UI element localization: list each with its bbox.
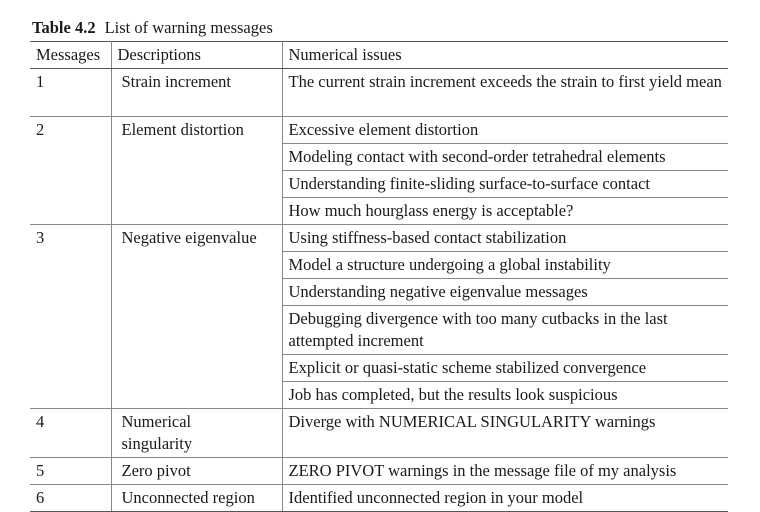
- numerical-issue: Explicit or quasi-static scheme stabilized convergence: [282, 355, 728, 382]
- numerical-issue: How much hourglass energy is acceptable?: [282, 198, 728, 225]
- numerical-issue: Diverge with NUMERICAL SINGULARITY warnings: [282, 409, 728, 458]
- table-caption: [32, 17, 273, 39]
- message-description: Element distortion: [111, 117, 282, 225]
- message-description: Unconnected region: [111, 485, 282, 512]
- table-row: [30, 485, 728, 512]
- table-row: [30, 117, 728, 144]
- numerical-issue: Debugging divergence with too many cutbacks in the last attempted increment: [282, 306, 728, 355]
- table-row: [30, 69, 728, 117]
- message-number: 5: [30, 458, 111, 485]
- message-number: 3: [30, 225, 111, 409]
- header-numerical-issues: Numerical issues: [282, 42, 728, 69]
- numerical-issue: ZERO PIVOT warnings in the message file of my analysis: [282, 458, 728, 485]
- message-description: Negative eigenvalue: [111, 225, 282, 409]
- message-number: 6: [30, 485, 111, 512]
- numerical-issue: The current strain increment exceeds the strain to first yield mean: [282, 69, 728, 117]
- numerical-issue: Understanding finite-sliding surface-to-surface contact: [282, 171, 728, 198]
- numerical-issue: Excessive element distortion: [282, 117, 728, 144]
- header-messages: Messages: [30, 42, 111, 69]
- table-row: [30, 458, 728, 485]
- table-caption-label: Table 4.2: [32, 18, 96, 37]
- message-number: 2: [30, 117, 111, 225]
- message-description: Strain increment: [111, 69, 282, 117]
- message-description: Numerical singularity: [111, 409, 282, 458]
- message-description: Zero pivot: [111, 458, 282, 485]
- message-number: 4: [30, 409, 111, 458]
- table-row: [30, 409, 728, 458]
- header-descriptions: Descriptions: [111, 42, 282, 69]
- numerical-issue: Modeling contact with second-order tetrahedral elements: [282, 144, 728, 171]
- numerical-issue: Using stiffness-based contact stabilization: [282, 225, 728, 252]
- table-header-row: [30, 42, 728, 69]
- numerical-issue: Job has completed, but the results look suspicious: [282, 382, 728, 409]
- table-row: [30, 225, 728, 252]
- table-caption-title: List of warning messages: [104, 18, 273, 37]
- numerical-issue: Identified unconnected region in your model: [282, 485, 728, 512]
- message-number: 1: [30, 69, 111, 117]
- numerical-issue: Model a structure undergoing a global instability: [282, 252, 728, 279]
- numerical-issue: Understanding negative eigenvalue messages: [282, 279, 728, 306]
- warning-messages-table: [30, 41, 728, 512]
